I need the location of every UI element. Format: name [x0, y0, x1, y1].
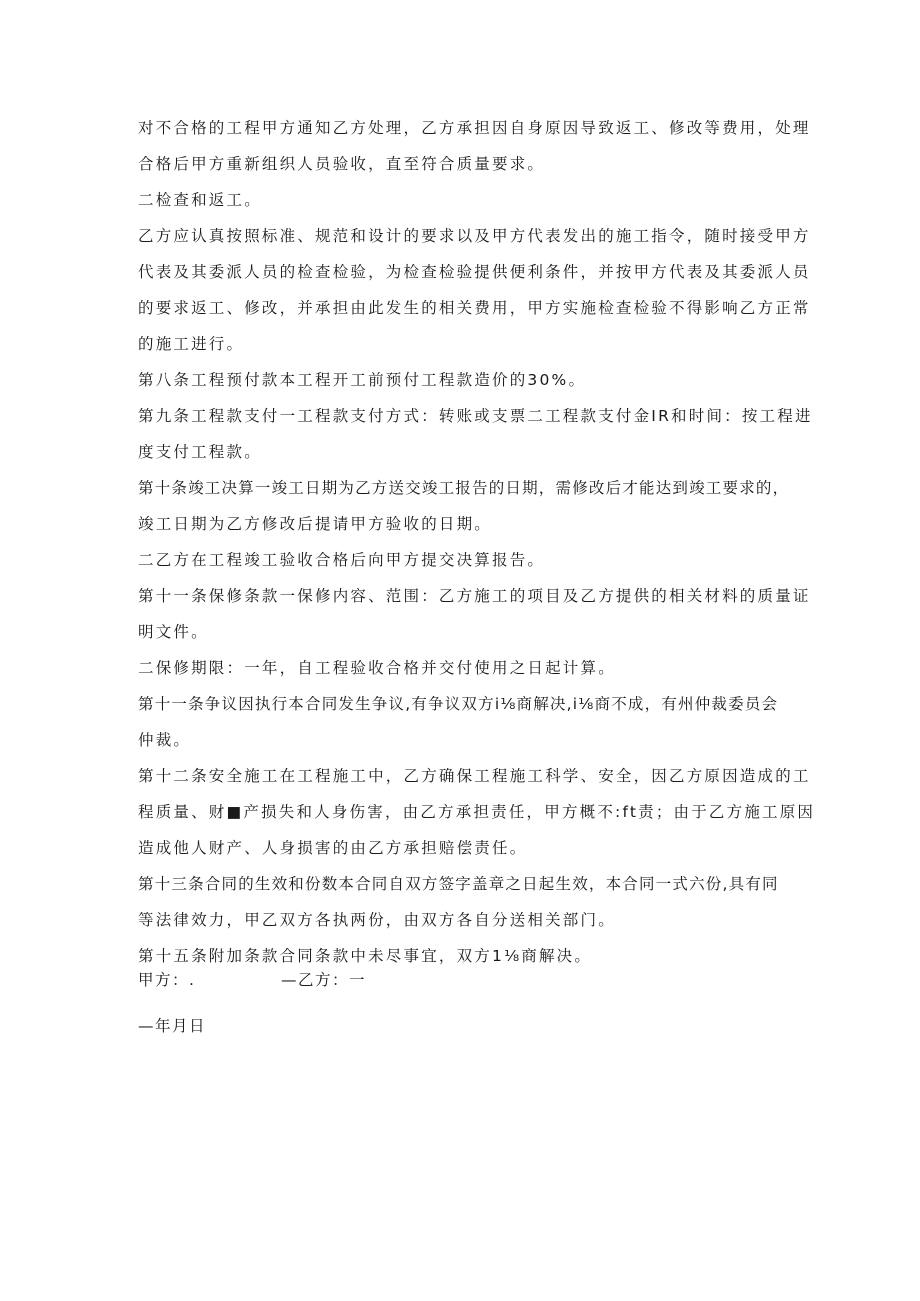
- clause-13: 第十三条合同的生效和份数本合同自双方签字盖章之日起生效，本合同一式六份,具有同: [138, 875, 779, 893]
- text-line-4: 乙方应认真按照标准、规范和设计的要求以及甲方代表发出的施工指令，随时接受甲方: [138, 227, 811, 245]
- text-line-5: 代表及其委派人员的检查检验，为检查检验提供便利条件，并按甲方代表及其委派人员: [138, 263, 811, 281]
- clause-12-continued-2: 造成他人财产、人身损害的由乙方承担赔偿责任。: [138, 839, 528, 857]
- text-line-6: 的要求返工、修改，并承担由此发生的相关费用，甲方实施检查检验不得影响乙方正常: [138, 299, 811, 317]
- clause-10-continued: 竣工日期为乙方修改后提请甲方验收的日期。: [138, 515, 493, 533]
- clause-13-continued: 等法律效力，甲乙双方各执两份，由双方各自分送相关部门。: [138, 911, 616, 929]
- date-line: —年月日: [138, 1017, 207, 1035]
- party-b-signature: —乙方：一: [281, 971, 367, 989]
- clause-12-continued: 程质量、财■产损失和人身伤害，由乙方承担责任，甲方概不:ft责；由于乙方施工原因: [138, 803, 816, 821]
- text-line-2: 合格后甲方重新组织人员验收，直至符合质量要求。: [138, 155, 546, 173]
- clause-11-item-2: 二保修期限：一年，自工程验收合格并交付使用之日起计算。: [138, 659, 616, 677]
- clause-11-dispute: 第十一条争议因执行本合同发生争议,有争议双方i⅛商解决,i⅛商不成，有州仲裁委员会: [138, 695, 779, 713]
- text-line-1: 对不合格的工程甲方通知乙方处理，乙方承担因自身原因导致返工、修改等费用，处理: [138, 119, 811, 137]
- clause-12: 第十二条安全施工在工程施工中，乙方确保工程施工科学、安全，因乙方原因造成的工: [138, 767, 811, 785]
- clause-10: 第十条竣工决算一竣工日期为乙方送交竣工报告的日期，需修改后才能达到竣工要求的，: [138, 479, 790, 497]
- clause-11-continued: 明文件。: [138, 623, 209, 641]
- clause-10-item-2: 二乙方在工程竣工验收合格后向甲方提交决算报告。: [138, 551, 546, 569]
- clause-9-continued: 度支付工程款。: [138, 443, 262, 461]
- clause-15: 第十五条附加条款合同条款中未尽事宜，双方1⅛商解决。: [138, 947, 593, 965]
- clause-8: 第八条工程预付款本工程开工前预付工程款造价的30%。: [138, 371, 587, 389]
- signature-row: [138, 970, 367, 990]
- clause-11-dispute-continued: 仲裁。: [138, 731, 192, 749]
- clause-11-warranty: 第十一条保修条款一保修内容、范围：乙方施工的项目及乙方提供的相关材料的质量证: [138, 587, 811, 605]
- clause-9: 第九条工程款支付一工程款支付方式：转账或支票二工程款支付金IR和时间：按工程进: [138, 407, 813, 425]
- section-heading-inspection: 二检查和返工。: [138, 191, 262, 209]
- party-a-signature: 甲方：.: [138, 971, 196, 989]
- text-line-7: 的施工进行。: [138, 335, 245, 353]
